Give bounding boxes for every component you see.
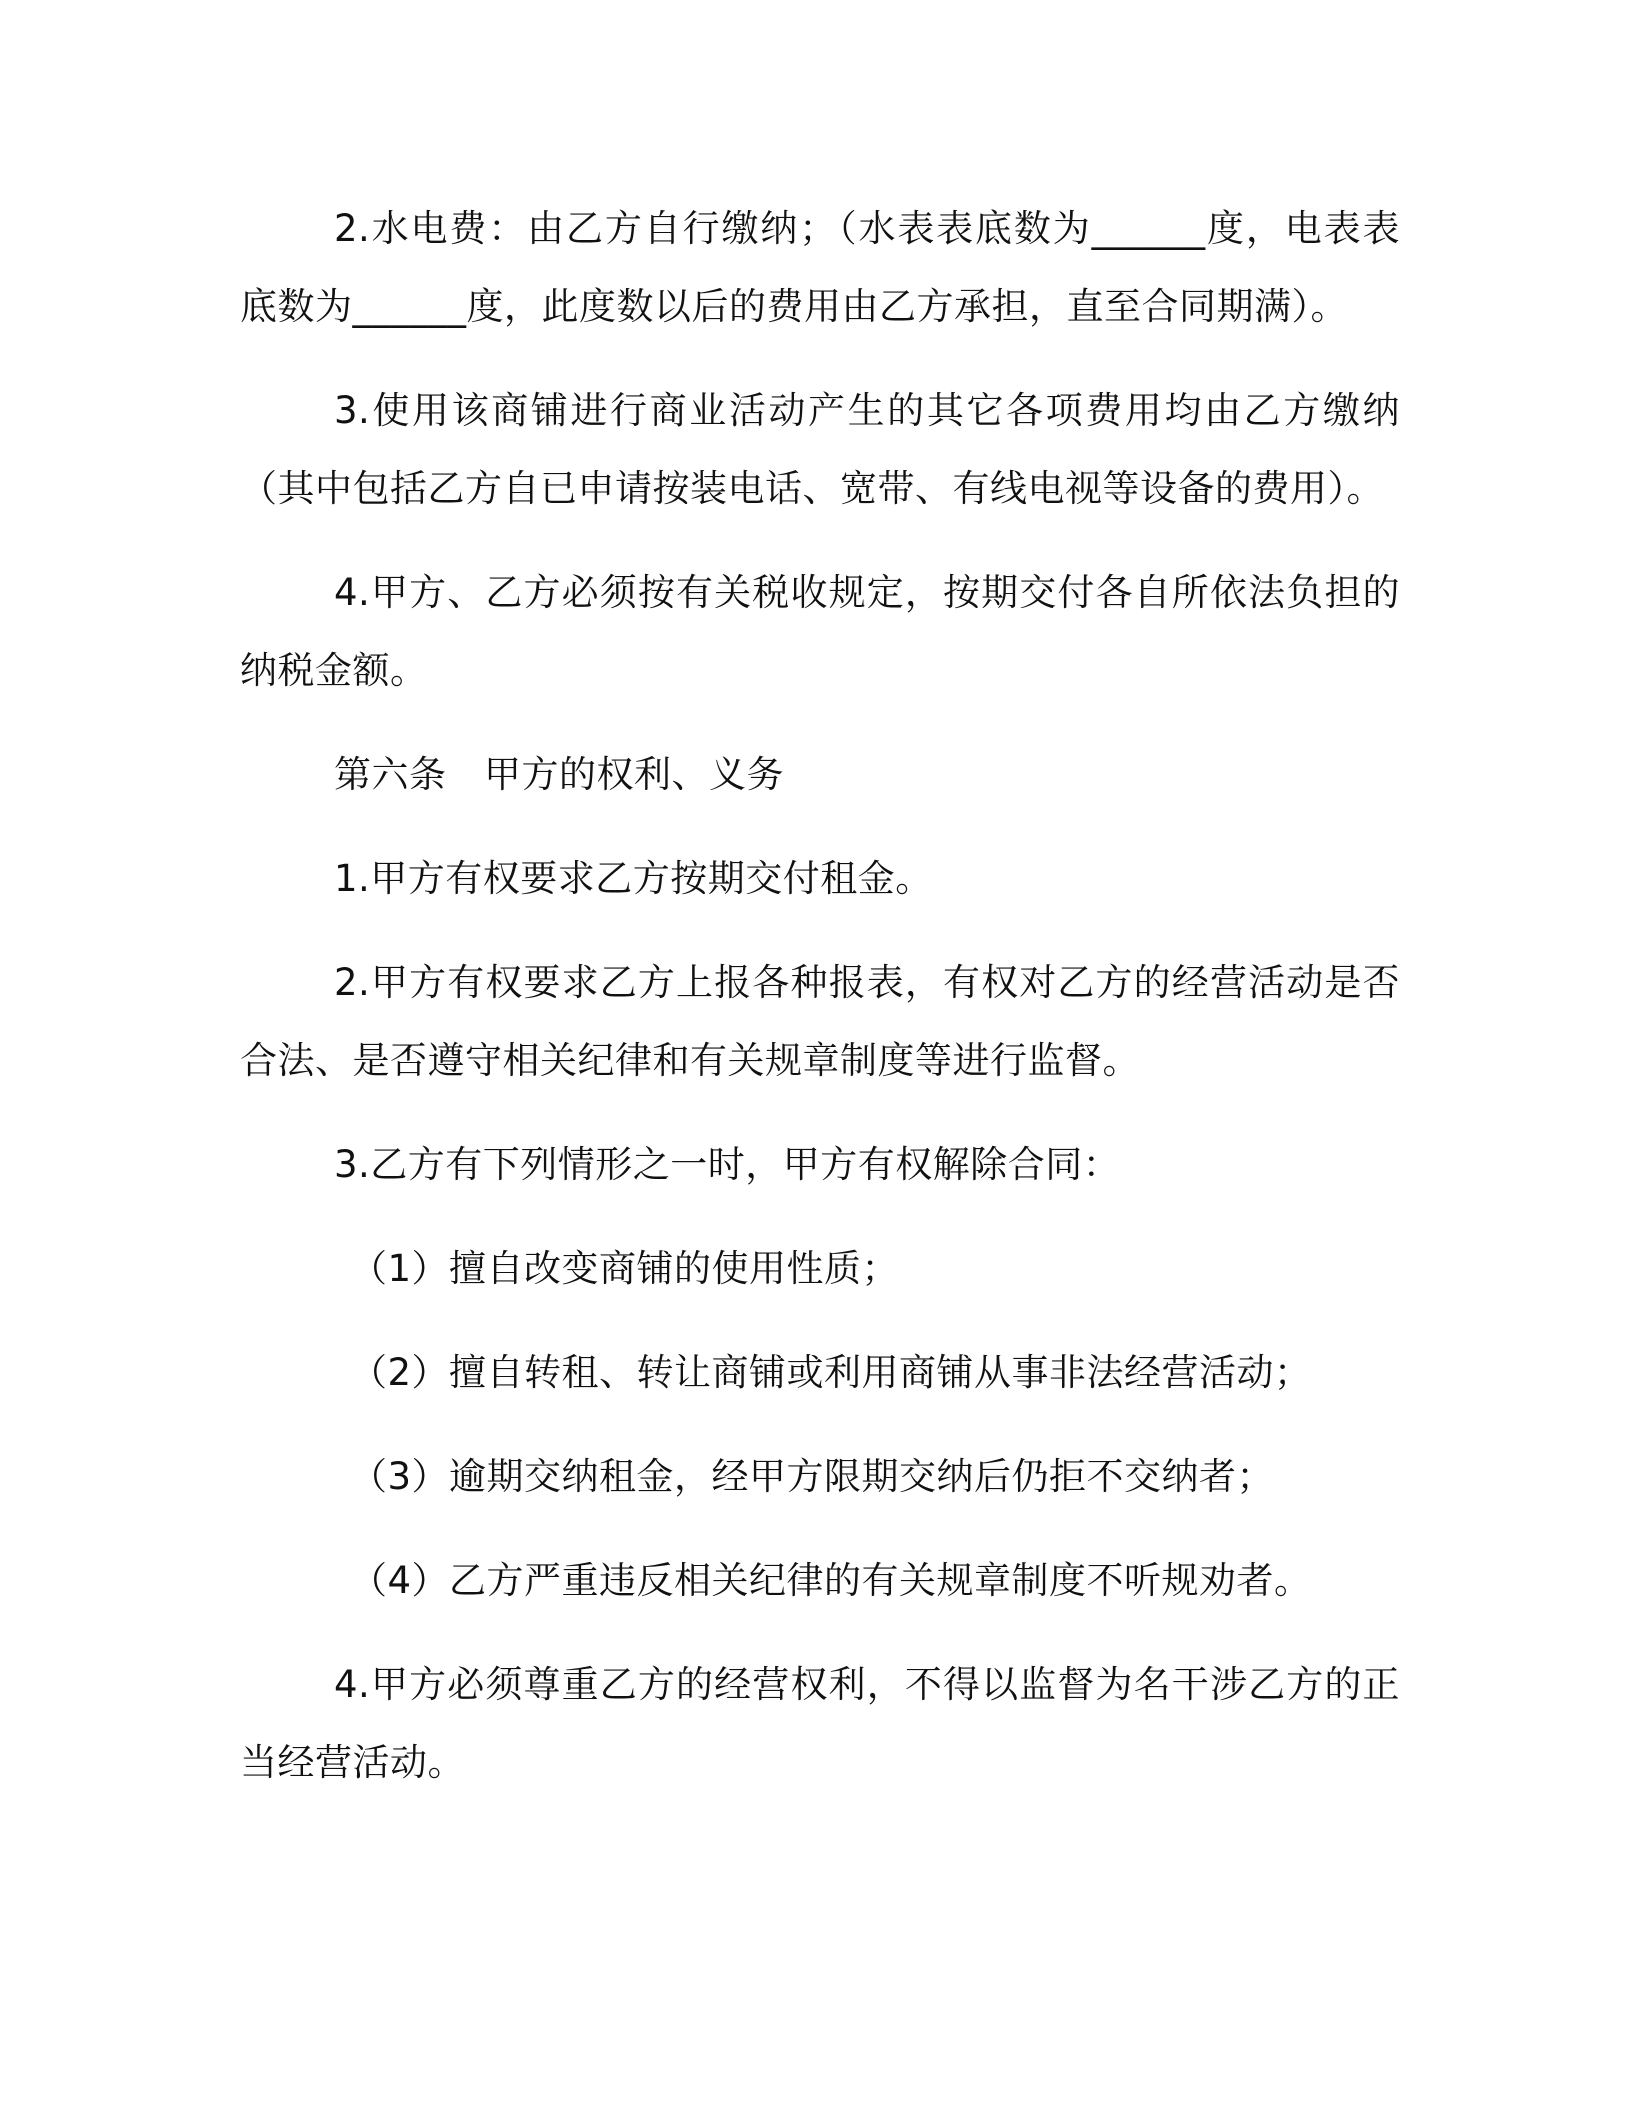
clause-taxes: 4.甲方、乙方必须按有关税收规定，按期交付各自所依法负担的纳税金额。 (240, 571, 1400, 692)
termination-item-4: （4）乙方严重违反相关纪律的有关规章制度不听规劝者。 (350, 1559, 1312, 1602)
clause-other-fees: 3.使用该商铺进行商业活动产生的其它各项费用均由乙方缴纳（其中包括乙方自已申请按装电话、宽带、有线电视等设备的费用）。 (240, 389, 1400, 510)
article-six-heading: 第六条 甲方的权利、义务 (334, 753, 784, 796)
clause-termination: 3.乙方有下列情形之一时，甲方有权解除合同： (334, 1143, 1121, 1186)
clause-rent-payment: 1.甲方有权要求乙方按期交付租金。 (334, 857, 933, 900)
termination-item-3: （3）逾期交纳租金，经甲方限期交纳后仍拒不交纳者； (350, 1455, 1275, 1498)
clause-supervision: 2.甲方有权要求乙方上报各种报表，有权对乙方的经营活动是否合法、是否遵守相关纪律和有关规章制度等进行监督。 (240, 961, 1400, 1082)
termination-item-1: （1）擅自改变商铺的使用性质； (350, 1247, 900, 1290)
clause-utilities: 2.水电费：由乙方自行缴纳；（水表表底数为______度，电表表底数为______度，此度数以后的费用由乙方承担，直至合同期满）。 (240, 207, 1400, 328)
document-page (240, 190, 1400, 1828)
clause-respect-rights: 4.甲方必须尊重乙方的经营权利，不得以监督为名干涉乙方的正当经营活动。 (240, 1663, 1400, 1784)
termination-item-2: （2）擅自转租、转让商铺或利用商铺从事非法经营活动； (350, 1351, 1312, 1394)
